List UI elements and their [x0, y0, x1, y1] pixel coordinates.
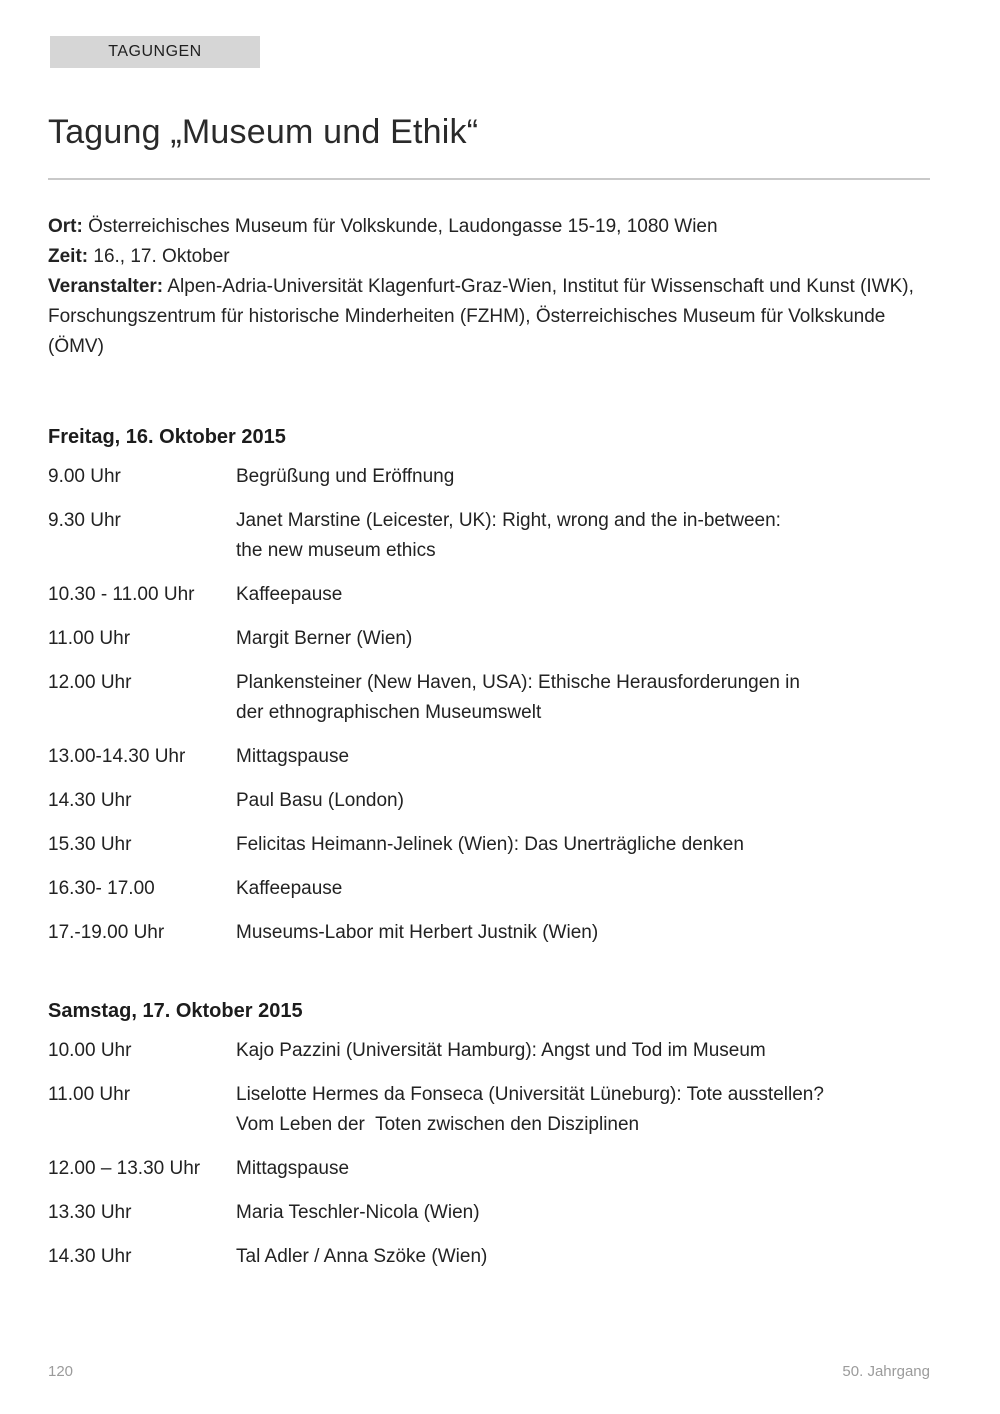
entry-line: Kaffeepause: [236, 878, 343, 900]
info-label: Ort:: [48, 216, 83, 238]
entry-description: [236, 506, 930, 566]
schedule-entry: [48, 786, 930, 816]
entry-time: 12.00 – 13.30 Uhr: [48, 1158, 201, 1180]
volume-label: 50. Jahrgang: [842, 1363, 930, 1380]
entry-line: Mittagspause: [236, 746, 350, 768]
entry-description: [236, 668, 930, 728]
entry-line: Liselotte Hermes da Fonseca (Universität Lüneburg): Tote ausstellen?: [236, 1084, 824, 1106]
entry-line: Begrüßung und Eröffnung: [236, 466, 455, 488]
schedule-entry: [48, 830, 930, 860]
day-heading: Samstag, 17. Oktober 2015: [48, 1000, 303, 1023]
info-line: [48, 242, 930, 272]
entry-time: 14.30 Uhr: [48, 790, 132, 812]
entry-time: 11.00 Uhr: [48, 628, 131, 650]
entry-description: [236, 1036, 930, 1066]
page-title: Tagung „Museum und Ethik“: [48, 113, 479, 151]
entry-line: Tal Adler / Anna Szöke (Wien): [236, 1246, 488, 1268]
entry-time: 14.30 Uhr: [48, 1246, 132, 1268]
schedule-entry: [48, 1242, 930, 1272]
schedule-entry: [48, 668, 930, 728]
entry-time: 15.30 Uhr: [48, 834, 132, 856]
section-badge: TAGUNGEN: [50, 36, 260, 68]
entry-line: Plankensteiner (New Haven, USA): Ethische Herausforderungen in: [236, 672, 800, 694]
page-footer: [48, 1362, 930, 1382]
schedule-entry: [48, 580, 930, 610]
entry-line: Kaffeepause: [236, 584, 343, 606]
entry-time: 13.30 Uhr: [48, 1202, 132, 1224]
schedule: [48, 422, 930, 1272]
entry-time: 13.00-14.30 Uhr: [48, 746, 186, 768]
schedule-entry: [48, 1198, 930, 1228]
day-section: [48, 996, 930, 1272]
entry-description: [236, 830, 930, 860]
entry-description: [236, 1154, 930, 1184]
entry-time: 10.30 - 11.00 Uhr: [48, 584, 195, 606]
schedule-entry: [48, 624, 930, 654]
entry-description: [236, 1080, 930, 1140]
entry-time: 9.30 Uhr: [48, 510, 121, 532]
entry-line: the new museum ethics: [236, 540, 436, 562]
entry-line: der ethnographischen Museumswelt: [236, 702, 542, 724]
entry-time: 17.-19.00 Uhr: [48, 922, 165, 944]
entry-description: [236, 1242, 930, 1272]
entry-description: [236, 462, 930, 492]
schedule-entry: [48, 506, 930, 566]
entry-description: [236, 624, 930, 654]
schedule-entry: [48, 1036, 930, 1066]
info-line: [48, 212, 930, 242]
entry-line: Vom Leben der Toten zwischen den Disziplinen: [236, 1114, 640, 1136]
entry-description: [236, 1198, 930, 1228]
entry-description: [236, 742, 930, 772]
info-label: Veranstalter:: [48, 276, 164, 298]
entry-description: [236, 874, 930, 904]
schedule-entry: [48, 742, 930, 772]
entry-line: Janet Marstine (Leicester, UK): Right, wrong and the in-between:: [236, 510, 781, 532]
entry-line: Maria Teschler-Nicola (Wien): [236, 1202, 480, 1224]
entry-line: Paul Basu (London): [236, 790, 404, 812]
entry-line: Museums-Labor mit Herbert Justnik (Wien): [236, 922, 599, 944]
entry-time: 16.30- 17.00: [48, 878, 155, 900]
entry-line: Kajo Pazzini (Universität Hamburg): Angst und Tod im Museum: [236, 1040, 766, 1062]
day-section: [48, 422, 930, 948]
entry-description: [236, 786, 930, 816]
day-heading: Freitag, 16. Oktober 2015: [48, 426, 286, 449]
entry-line: Felicitas Heimann-Jelinek (Wien): Das Unerträgliche denken: [236, 834, 744, 856]
entry-description: [236, 918, 930, 948]
info-text: Österreichisches Museum für Volkskunde, Laudongasse 15-19, 1080 Wien: [82, 216, 718, 238]
entry-line: Mittagspause: [236, 1158, 350, 1180]
schedule-entry: [48, 918, 930, 948]
info-line: [48, 272, 930, 362]
divider: [48, 178, 930, 180]
entry-line: Margit Berner (Wien): [236, 628, 413, 650]
entry-time: 11.00 Uhr: [48, 1084, 131, 1106]
schedule-entry: [48, 1154, 930, 1184]
entry-time: 10.00 Uhr: [48, 1040, 132, 1062]
page-number: 120: [48, 1363, 74, 1380]
schedule-entry: [48, 874, 930, 904]
entry-time: 9.00 Uhr: [48, 466, 121, 488]
schedule-entry: [48, 462, 930, 492]
entry-time: 12.00 Uhr: [48, 672, 132, 694]
info-block: [48, 212, 930, 362]
info-text: 16., 17. Oktober: [88, 246, 230, 268]
entry-description: [236, 580, 930, 610]
info-text: Alpen-Adria-Universität Klagenfurt-Graz-Wien, Institut für Wissenschaft und Kunst (IWK), Forschungszentrum für historische Minderheiten (FZHM), Österreichisches Museum für Volkskunde (ÖMV): [48, 276, 914, 358]
info-label: Zeit:: [48, 246, 89, 268]
schedule-entry: [48, 1080, 930, 1140]
